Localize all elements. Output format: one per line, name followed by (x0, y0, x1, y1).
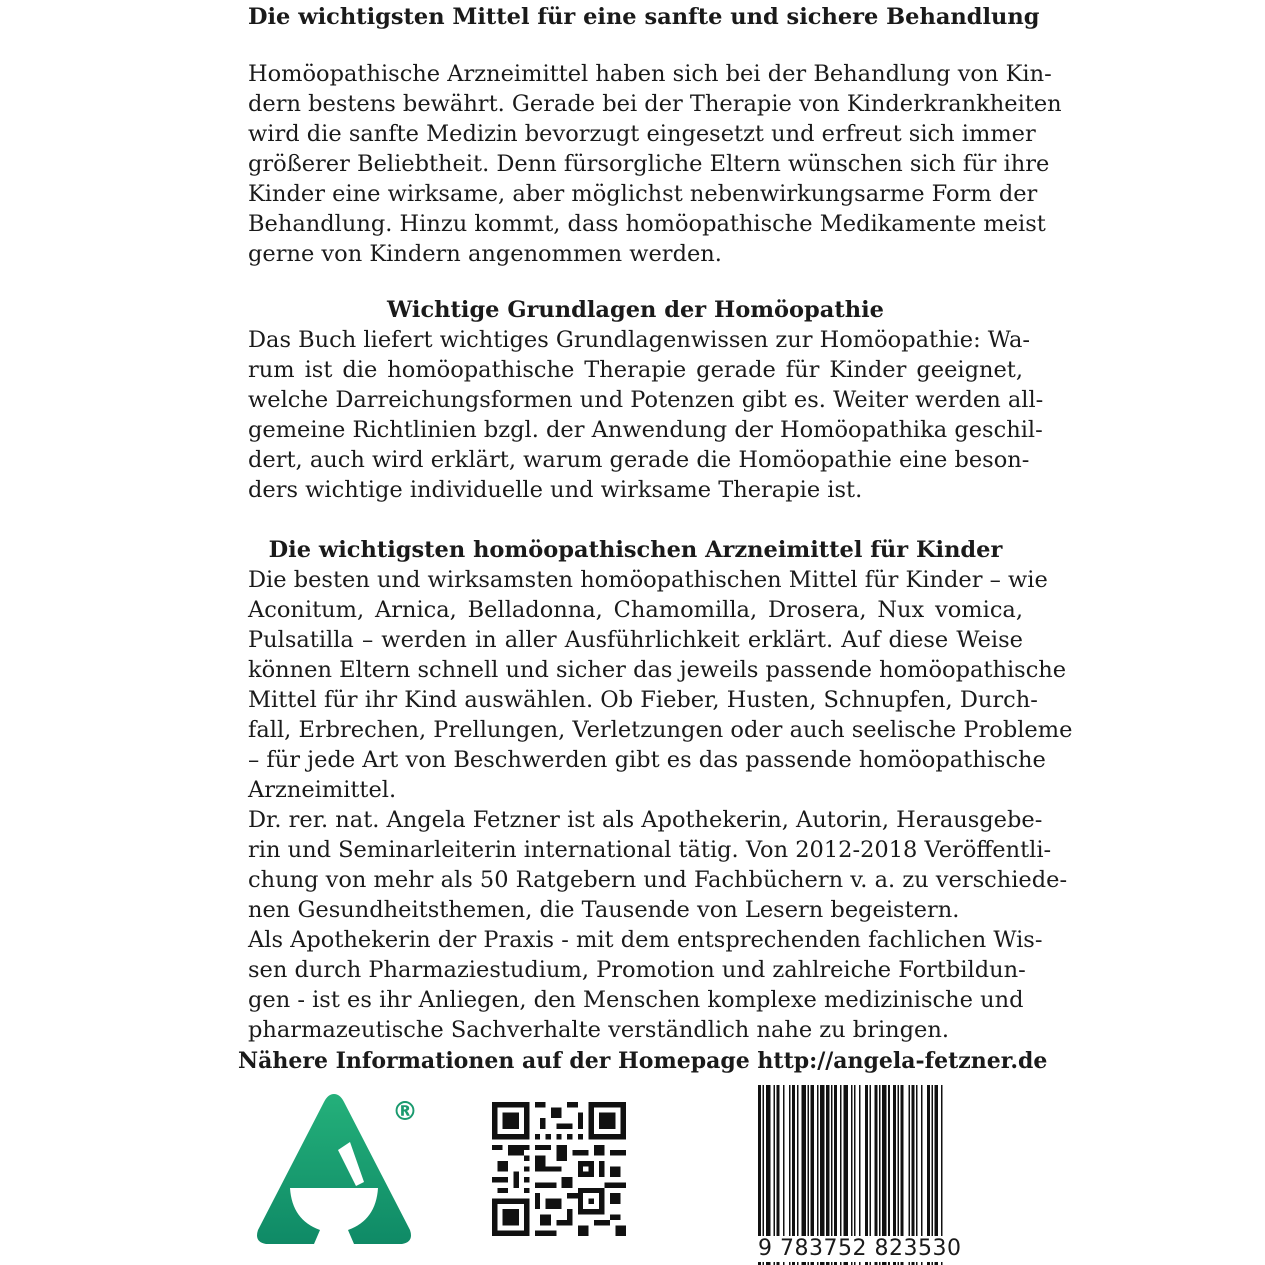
text-line: Aconitum, Arnica, Belladonna, Chamomilla, Drosera, Nux vomica, (248, 597, 1023, 623)
text-line: Als Apothekerin der Praxis - mit dem entsprechenden fachlichen Wis- (248, 927, 1043, 953)
qr-code-icon[interactable] (492, 1102, 626, 1236)
text-line: Mittel für ihr Kind auswählen. Ob Fieber, Husten, Schnupfen, Durch- (248, 687, 1038, 713)
paragraph-basics (248, 325, 1044, 505)
text-line: Homöopathische Arzneimittel haben sich bei der Behandlung von Kin- (248, 61, 1052, 87)
text-line: Kinder eine wirksame, aber möglichst nebenwirkungsarme Form der (248, 181, 1038, 207)
text-line: gemeine Richtlinien bzgl. der Anwendung der Homöopathika geschil- (248, 417, 1043, 443)
text-line: können Eltern schnell und sicher das jeweils passende homöopathische (248, 657, 1067, 683)
text-line: dert, auch wird erklärt, warum gerade die Homöopathie eine beson- (248, 447, 1030, 473)
text-line: Arzneimittel. (248, 777, 397, 803)
homepage-link[interactable]: Nähere Informationen auf der Homepage http://angela-fetzner.de (238, 1048, 1048, 1074)
text-line: gen - ist es ihr Anliegen, den Menschen komplexe medizinische und (248, 987, 1024, 1013)
text-line: wird die sanfte Medizin bevorzugt eingesetzt und erfreut sich immer (248, 121, 1036, 147)
text-line: Dr. rer. nat. Angela Fetzner ist als Apothekerin, Autorin, Herausgebe- (248, 807, 1043, 833)
text-line: Die besten und wirksamsten homöopathischen Mittel für Kinder – wie (248, 567, 1048, 593)
text-line: Pulsatilla – werden in aller Ausführlichkeit erklärt. Auf diese Weise (248, 627, 1023, 653)
text-line: Behandlung. Hinzu kommt, dass homöopathische Medikamente meist (248, 211, 1046, 237)
paragraph-intro (248, 59, 1062, 269)
heading-remedies: Die wichtigsten homöopathischen Arzneimittel für Kinder (268, 537, 1003, 563)
registered-mark: ® (392, 1097, 418, 1127)
text-line: – für jede Art von Beschwerden gibt es das passende homöopathische (248, 747, 1046, 773)
text-line: dern bestens bewährt. Gerade bei der Therapie von Kinderkrankheiten (248, 91, 1062, 117)
mortar-pestle-triangle-logo (254, 1090, 418, 1250)
text-line: pharmazeutische Sachverhalte verständlich nahe zu bringen. (248, 1017, 950, 1043)
paragraph-remedies (248, 565, 1073, 1045)
text-line: sen durch Pharmaziestudium, Promotion und zahlreiche Fortbildun- (248, 957, 1026, 983)
text-line: rum ist die homöopathische Therapie gerade für Kinder geeignet, (248, 357, 1023, 383)
text-line: Das Buch liefert wichtiges Grundlagenwissen zur Homöopathie: Wa- (248, 327, 1030, 353)
text-line: gerne von Kindern angenommen werden. (248, 241, 722, 267)
text-line: fall, Erbrechen, Prellungen, Verletzungen oder auch seelische Probleme (248, 717, 1073, 743)
text-line: nen Gesundheitsthemen, die Tausende von Lesern begeistern. (248, 897, 960, 923)
text-line: rin und Seminarleiterin international tätig. Von 2012-2018 Veröffentli- (248, 837, 1052, 863)
heading-main: Die wichtigsten Mittel für eine sanfte und sichere Behandlung (248, 4, 1040, 30)
text-line: größerer Beliebtheit. Denn fürsorgliche Eltern wünschen sich für ihre (248, 151, 1050, 177)
text-line: chung von mehr als 50 Ratgebern und Fachbüchern v. a. zu verschiede- (248, 867, 1068, 893)
heading-basics: Wichtige Grundlagen der Homöopathie (387, 297, 884, 323)
text-line: ders wichtige individuelle und wirksame Therapie ist. (248, 477, 863, 503)
text-line: welche Darreichungsformen und Potenzen gibt es. Weiter werden all- (248, 387, 1044, 413)
barcode-digits: 9 783752 823530 (752, 1236, 1000, 1262)
